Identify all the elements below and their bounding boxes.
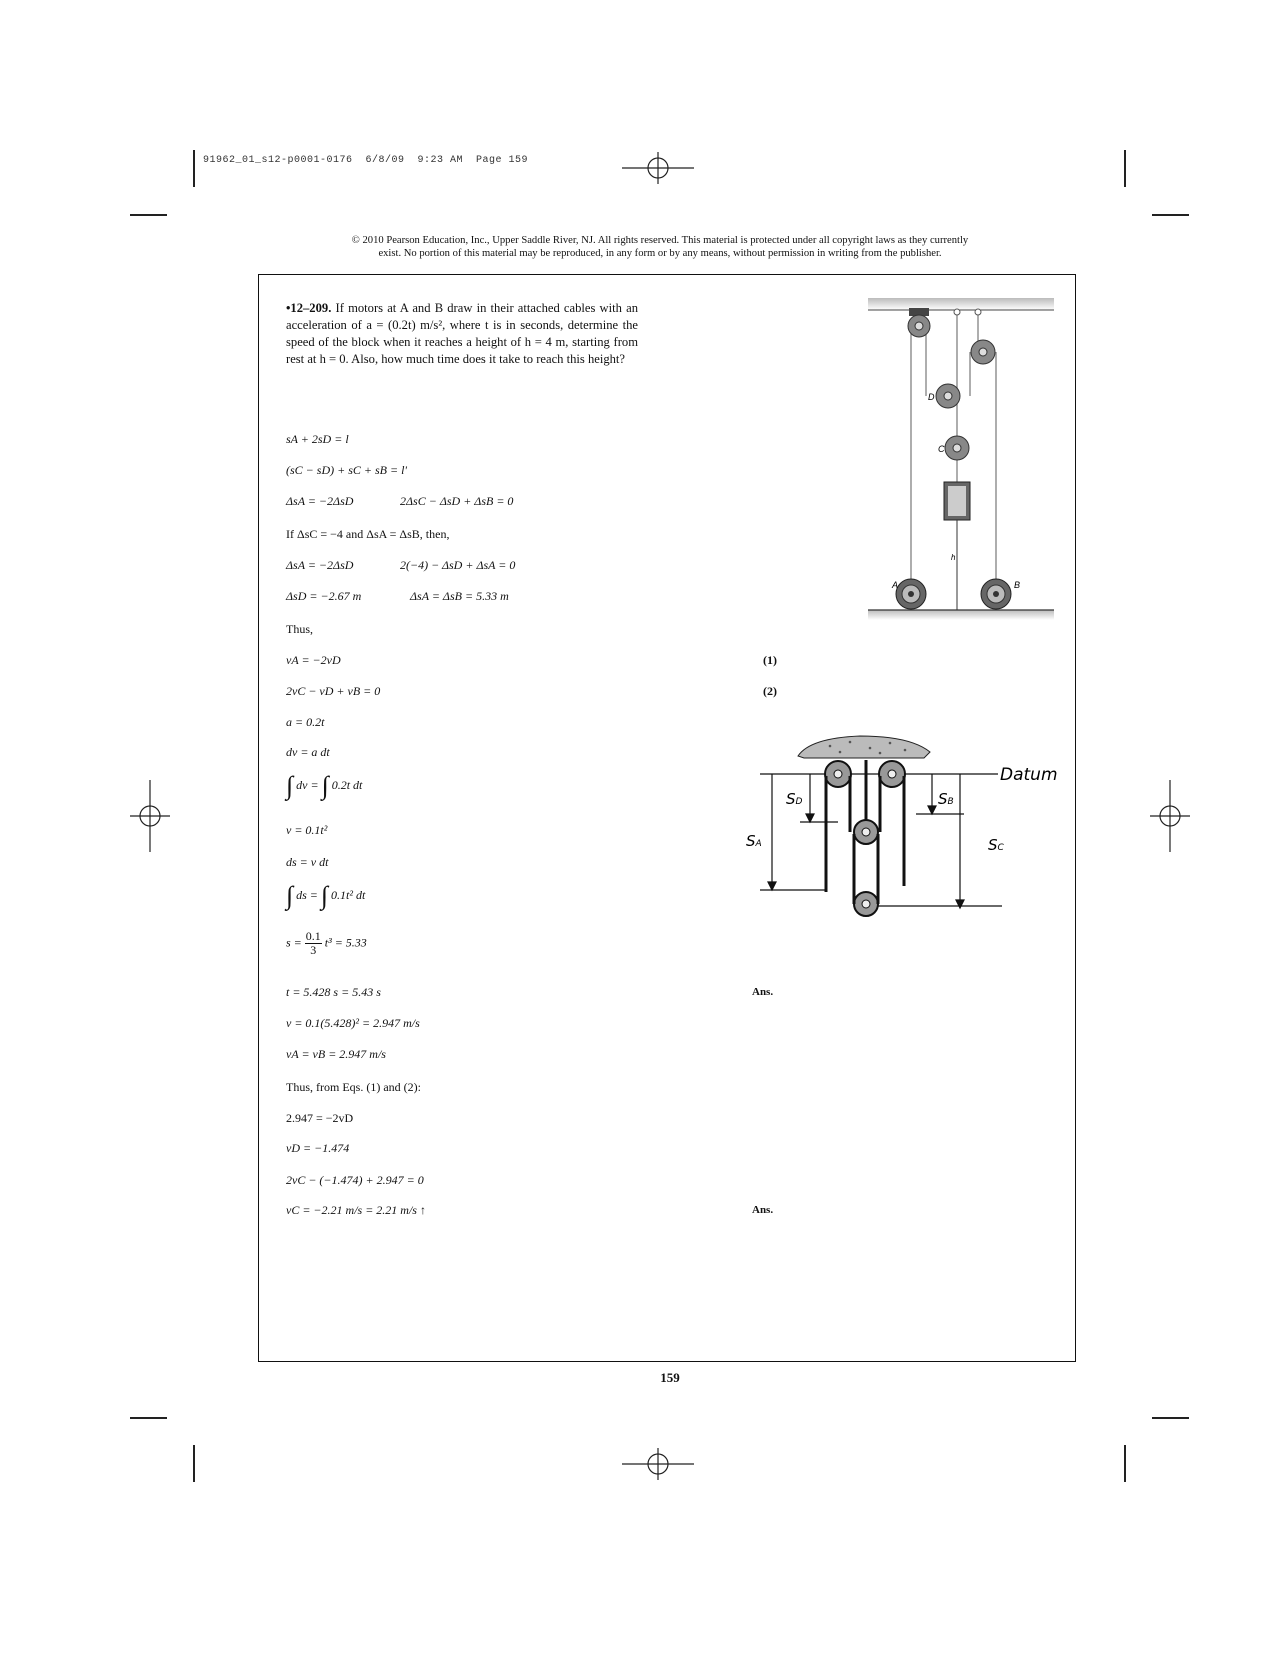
equation-4: If ΔsC = −4 and ΔsA = ΔsB, then,: [286, 527, 450, 541]
problem-number: •12–209.: [286, 301, 332, 315]
equation-11-rhs: 0.2t dt: [331, 777, 363, 792]
answer-label-1: Ans.: [752, 986, 774, 998]
equation-20: vD = −1.474: [286, 1141, 350, 1155]
problem-text: If motors at A and B draw in their attached cables with an acceleration of a = (0.2t) m/s², where t is in seconds, determine the speed of the block when it reaches a height of h = 4 m, starting from rest at h = 0. Also, how much time does it take to reach this height?: [286, 301, 638, 366]
equation-3a: ΔsA = −2ΔsD: [286, 494, 354, 508]
equation-6a: ΔsD = −2.67 m: [286, 589, 362, 603]
label-A: A: [892, 580, 899, 590]
crop-mark: [1124, 150, 1126, 187]
label-C: C: [938, 444, 945, 454]
equation-15: [286, 930, 367, 957]
pulley-system-figure: [868, 298, 1054, 632]
label-h: h: [951, 553, 956, 562]
equation-6b: ΔsA = ΔsB = 5.33 m: [410, 589, 509, 603]
equation-12: v = 0.1t²: [286, 823, 328, 837]
page-number: 159: [660, 1370, 680, 1385]
equation-7: vA = −2vD: [286, 653, 341, 667]
equation-3b: 2ΔsC − ΔsD + ΔsB = 0: [400, 494, 514, 508]
label-SA: SA: [746, 832, 762, 850]
equation-15-rest: t³ = 5.33: [324, 935, 367, 950]
label-B: B: [1014, 580, 1021, 590]
crop-mark: [1152, 1417, 1189, 1419]
crop-mark: [130, 214, 167, 216]
label-SD: SD: [786, 790, 803, 808]
equation-14: [286, 881, 366, 910]
equation-tag-1: (1): [763, 653, 777, 667]
equation-21: 2vC − (−1.474) + 2.947 = 0: [286, 1173, 424, 1187]
equation-5b: 2(−4) − ΔsD + ΔsA = 0: [400, 558, 516, 572]
registration-mark-bottom: [622, 1446, 694, 1482]
equation-10: dv = a dt: [286, 745, 330, 759]
integral-sign: ∫: [321, 771, 329, 800]
equation-11-lhs: dv =: [296, 777, 319, 792]
crop-mark: [193, 150, 195, 187]
equation-14-rhs: 0.1t² dt: [331, 887, 366, 902]
copyright-line-1: © 2010 Pearson Education, Inc., Upper Saddle River, NJ. All rights reserved. This material is protected under all copyright laws as they currently: [351, 235, 969, 246]
registration-mark-right: [1150, 780, 1190, 852]
equation-15-lhs: s =: [286, 935, 302, 950]
equation-18: vA = vB = 2.947 m/s: [286, 1047, 386, 1061]
answer-label-2: Ans.: [752, 1204, 774, 1216]
fraction-numerator: 0.1: [305, 929, 321, 943]
fraction-denominator: 3: [310, 943, 317, 957]
equation-2: (sC − sD) + sC + sB = l': [286, 463, 407, 477]
crop-mark: [1152, 214, 1189, 216]
equation-13: ds = v dt: [286, 855, 329, 869]
equation-17: v = 0.1(5.428)² = 2.947 m/s: [286, 1016, 420, 1030]
label-SB: SB: [938, 790, 954, 808]
copyright-notice: [270, 234, 1050, 260]
equation-14-lhs: ds =: [296, 887, 318, 902]
problem-statement: [286, 300, 638, 368]
label-datum: Datum: [1000, 765, 1058, 785]
datum-sketch-figure: [740, 726, 1070, 926]
equation-11: [286, 771, 363, 800]
label-D: D: [928, 392, 935, 402]
equation-5a: ΔsA = −2ΔsD: [286, 558, 354, 572]
equation-9: a = 0.2t: [286, 715, 325, 729]
equation-1: sA + 2sD = l: [286, 432, 349, 446]
print-slug: 91962_01_s12-p0001-0176 6/8/09 9:23 AM Page 159: [203, 155, 529, 166]
registration-mark-top: [622, 150, 694, 186]
copyright-line-2: exist. No portion of this material may be reproduced, in any form or by any means, without permission in writing from the publisher.: [378, 248, 942, 259]
label-SC: SC: [988, 836, 1004, 854]
equation-19: 2.947 = −2vD: [286, 1111, 354, 1125]
fraction: [305, 930, 322, 957]
equation-22: vC = −2.21 m/s = 2.21 m/s ↑: [286, 1203, 426, 1217]
crop-mark: [130, 1417, 167, 1419]
equation-tag-2: (2): [763, 684, 777, 698]
equation-8: 2vC − vD + vB = 0: [286, 684, 381, 698]
equation-16: t = 5.428 s = 5.43 s: [286, 985, 381, 999]
integral-sign: ∫: [320, 881, 329, 910]
crop-mark: [1124, 1445, 1126, 1482]
crop-mark: [193, 1445, 195, 1482]
registration-mark-left: [130, 780, 170, 852]
text-thus-1: Thus,: [286, 622, 313, 636]
text-thus-2: Thus, from Eqs. (1) and (2):: [286, 1080, 421, 1094]
integral-sign: ∫: [286, 881, 294, 910]
integral-sign: ∫: [286, 771, 294, 800]
